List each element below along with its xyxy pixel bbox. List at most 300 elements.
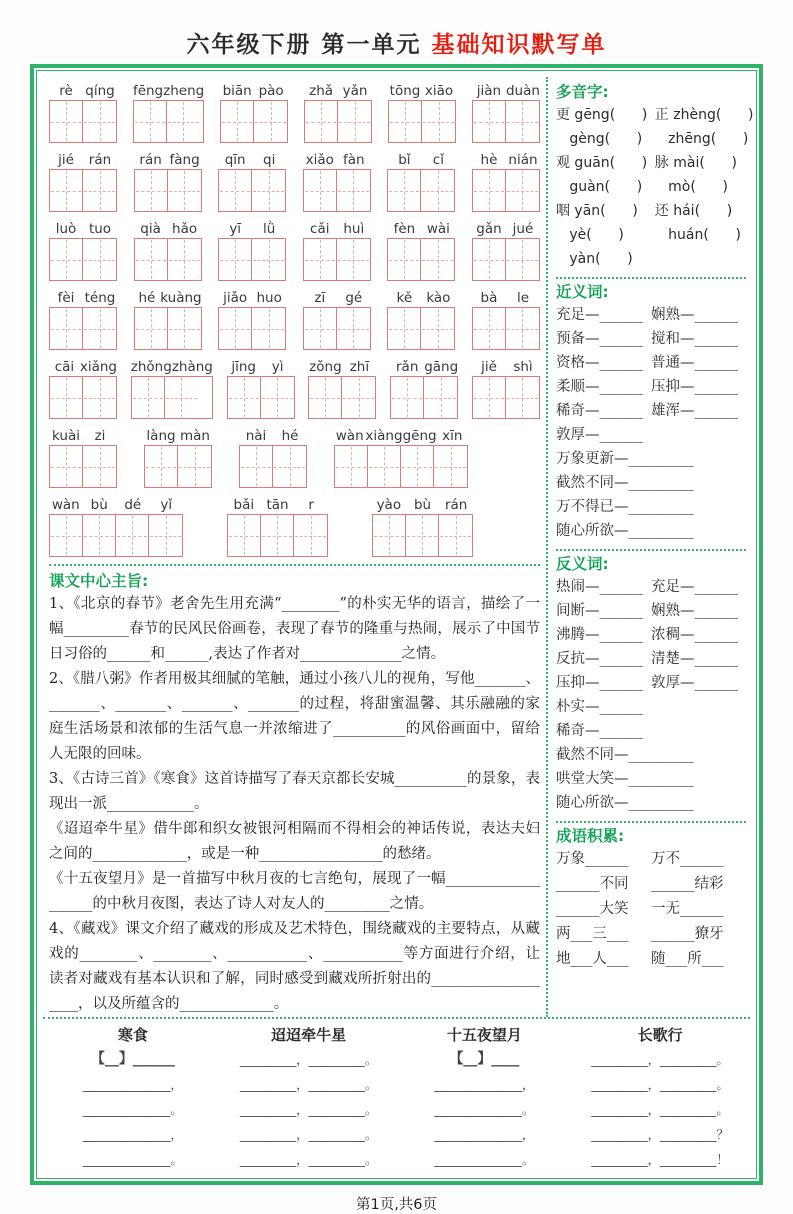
pinyin-syllable: pào bbox=[258, 83, 284, 99]
grid-cell bbox=[228, 515, 261, 556]
pinyin-label bbox=[303, 219, 371, 238]
writing-grid bbox=[134, 238, 202, 281]
pinyin-syllable: nài bbox=[245, 428, 267, 444]
pinyin-label bbox=[472, 81, 540, 100]
grid-cell bbox=[83, 446, 116, 487]
pinyin-label bbox=[472, 288, 540, 307]
duoyinzi-row bbox=[556, 175, 746, 199]
sidebar bbox=[546, 77, 754, 1017]
poem-line: ______________。 bbox=[434, 1102, 535, 1117]
word-pair-row bbox=[556, 847, 746, 872]
pinyin-label bbox=[218, 288, 286, 307]
grid-cell bbox=[337, 308, 370, 349]
grid-cell bbox=[421, 239, 454, 280]
grid-cell bbox=[50, 101, 83, 142]
grid-cell bbox=[422, 101, 455, 142]
duoyinzi-right: 正 zhèng( ) bbox=[654, 107, 754, 123]
pinyin-label bbox=[472, 150, 540, 169]
pinyin-syllable: biān bbox=[222, 83, 252, 99]
writing-grid bbox=[218, 169, 286, 212]
word-item: 预备—______ bbox=[555, 331, 643, 347]
grid-cell bbox=[261, 377, 294, 418]
pinyin-syllable: qi bbox=[263, 152, 276, 168]
grid-cell bbox=[337, 170, 370, 211]
pinyin-syllable: nián bbox=[508, 152, 538, 168]
pinyin-syllable: wài bbox=[426, 221, 450, 237]
grid-cell bbox=[335, 446, 368, 487]
grid-cell bbox=[434, 446, 467, 487]
grid-cell bbox=[252, 170, 285, 211]
pinyin-syllable: fàng bbox=[169, 152, 200, 168]
poem-line: _________，_________。 bbox=[239, 1152, 378, 1167]
pinyin-syllable: yǎn bbox=[342, 83, 368, 99]
theme-paragraph: 1、《北京的春节》老舍先生用充满“________”的朴实无华的语言，描绘了一幅_________春节的民风民俗画卷，表现了春节的隆重与热闹，展示了中国节日习俗的______和______,表达了作者对______________之情。 bbox=[49, 596, 540, 662]
word-pair-row bbox=[556, 599, 746, 623]
poem-line: _________，_________。 bbox=[239, 1127, 378, 1142]
poem-line: ______________。 bbox=[82, 1152, 183, 1167]
grid-cell bbox=[373, 515, 406, 556]
pinyin-syllable: jié bbox=[58, 152, 74, 168]
grid-cell bbox=[221, 101, 254, 142]
writing-grid bbox=[472, 169, 540, 212]
grid-cell bbox=[134, 101, 167, 142]
word-item: 压抑—______ bbox=[555, 675, 643, 691]
pinyin-syllable: bǐ bbox=[398, 152, 411, 168]
pinyin-word bbox=[49, 81, 117, 143]
pinyin-syllable: le bbox=[516, 290, 529, 306]
pinyin-label bbox=[131, 357, 213, 376]
pinyin-syllable: gé bbox=[345, 290, 363, 306]
pinyin-syllable: huo bbox=[256, 290, 282, 306]
grid-cell bbox=[252, 308, 285, 349]
writing-grid bbox=[303, 238, 371, 281]
pinyin-syllable: zhī bbox=[349, 359, 370, 375]
grid-cell bbox=[83, 308, 116, 349]
pinyin-label bbox=[134, 219, 202, 238]
pinyin-word bbox=[303, 219, 371, 281]
word-item: 万不______ bbox=[650, 851, 724, 867]
writing-grid bbox=[388, 100, 456, 143]
word-pair-row bbox=[556, 351, 746, 375]
writing-grid bbox=[304, 100, 372, 143]
writing-grid bbox=[49, 238, 117, 281]
pinyin-syllable: qíng bbox=[85, 83, 115, 99]
word-pair-row bbox=[556, 872, 746, 897]
chengyu-rows bbox=[556, 847, 746, 972]
grid-cell bbox=[342, 377, 375, 418]
pinyin-label bbox=[334, 426, 468, 445]
pinyin-syllable: xiǎo bbox=[305, 152, 334, 168]
pinyin-word bbox=[218, 288, 286, 350]
pinyin-word bbox=[303, 150, 371, 212]
pinyin-label bbox=[220, 81, 288, 100]
pinyin-word bbox=[387, 219, 455, 281]
pinyin-syllable: fēng bbox=[132, 83, 164, 99]
grid-cell bbox=[132, 377, 165, 418]
pinyin-word bbox=[239, 426, 307, 488]
pinyin-syllable: rè bbox=[59, 83, 73, 99]
word-item: 万不得已—_________ bbox=[555, 499, 694, 515]
word-item: ______结彩 bbox=[650, 876, 724, 892]
left-column bbox=[43, 77, 546, 1017]
writing-grid bbox=[49, 514, 183, 557]
pinyin-label bbox=[49, 426, 117, 445]
duoyinzi-left: 更 gēng( ) bbox=[555, 107, 648, 123]
writing-grid bbox=[49, 376, 117, 419]
word-item: 沸腾—______ bbox=[555, 627, 643, 643]
grid-cell bbox=[506, 239, 539, 280]
pinyin-label bbox=[49, 288, 117, 307]
pinyin-word bbox=[134, 150, 202, 212]
pinyin-syllable: bù bbox=[90, 497, 108, 513]
pinyin-label bbox=[133, 81, 204, 100]
grid-cell bbox=[401, 446, 434, 487]
poem-column bbox=[572, 1023, 748, 1172]
poem-line: ______________， bbox=[434, 1077, 535, 1092]
grid-cell bbox=[506, 170, 539, 211]
poem-line: ______________。 bbox=[82, 1102, 183, 1117]
grid-cell bbox=[219, 239, 252, 280]
grid-cell bbox=[309, 377, 342, 418]
poem-title: 寒食 bbox=[117, 1026, 148, 1044]
duoyinzi-right: 脉 mài( ) bbox=[654, 155, 737, 171]
grid-cell bbox=[261, 515, 294, 556]
grid-cell bbox=[506, 101, 539, 142]
pinyin-syllable: màn bbox=[180, 428, 210, 444]
pinyin-word bbox=[49, 219, 117, 281]
duoyinzi-row bbox=[555, 103, 754, 127]
grid-cell bbox=[50, 308, 83, 349]
word-item: ______不同 bbox=[555, 876, 629, 892]
pinyin-syllable: qià bbox=[140, 221, 161, 237]
pinyin-syllable: zhǎ bbox=[309, 83, 334, 99]
word-item: ______獠牙 bbox=[650, 926, 724, 942]
poem-line: _________，_________。 bbox=[239, 1077, 378, 1092]
grid-cell bbox=[50, 377, 83, 418]
grid-cell bbox=[338, 101, 371, 142]
page-title bbox=[0, 0, 793, 64]
pinyin-syllable: yī bbox=[229, 221, 242, 237]
grid-cell bbox=[168, 170, 201, 211]
pinyin-word bbox=[49, 426, 117, 488]
theme-paragraph: 3、《古诗三首》《寒食》这首诗描写了春天京都长安城__________的景象，表现出一派____________。 bbox=[49, 771, 540, 812]
grid-cell bbox=[135, 170, 168, 211]
poem-line: ______________。 bbox=[434, 1152, 535, 1167]
pinyin-syllable: lǜ bbox=[263, 221, 276, 237]
word-item: 普通—______ bbox=[650, 355, 738, 371]
pinyin-syllable: huì bbox=[343, 221, 365, 237]
grid-cell bbox=[368, 446, 401, 487]
grid-cell bbox=[388, 170, 421, 211]
fanyici-title: 反义词: bbox=[555, 555, 609, 573]
pinyin-label bbox=[49, 495, 183, 514]
duoyinzi-row bbox=[556, 223, 746, 247]
word-item: 热闹—______ bbox=[555, 579, 643, 595]
pinyin-label bbox=[472, 357, 540, 376]
writing-grid bbox=[472, 100, 540, 143]
pinyin-syllable: xiàng bbox=[365, 428, 403, 444]
pinyin-syllable: cāi bbox=[54, 359, 75, 375]
pinyin-label bbox=[134, 288, 202, 307]
word-pair-row bbox=[556, 375, 746, 399]
word-item: 娴熟—______ bbox=[650, 307, 738, 323]
duoyinzi-right: mò( ) bbox=[654, 179, 728, 195]
poem-line: _________，_________。 bbox=[591, 1077, 729, 1092]
grid-cell bbox=[83, 170, 116, 211]
worksheet-inner bbox=[36, 70, 757, 1179]
pinyin-word bbox=[387, 288, 455, 350]
theme-paragraphs bbox=[49, 592, 540, 1017]
grid-cell bbox=[304, 308, 337, 349]
word-pair-row bbox=[556, 695, 746, 719]
grid-cell bbox=[389, 101, 422, 142]
pinyin-syllable: fàn bbox=[342, 152, 365, 168]
grid-cell bbox=[145, 446, 178, 487]
writing-grid bbox=[49, 100, 117, 143]
pinyin-syllable: hé bbox=[281, 428, 299, 444]
pinyin-word bbox=[472, 357, 540, 419]
pinyin-syllable: bù bbox=[413, 497, 432, 513]
pinyin-syllable: duàn bbox=[505, 83, 540, 99]
grid-cell bbox=[254, 101, 287, 142]
poem-column bbox=[45, 1023, 221, 1172]
poem-line: _________，_________？ bbox=[591, 1127, 729, 1142]
grid-cell bbox=[391, 377, 424, 418]
poem-line: 【__】____ bbox=[449, 1051, 520, 1067]
writing-grid bbox=[308, 376, 376, 419]
title-black: 六年级下册 第一单元 bbox=[186, 32, 422, 58]
pinyin-syllable: bǎi bbox=[233, 497, 255, 513]
word-item: 资格—______ bbox=[555, 355, 643, 371]
writing-grid bbox=[144, 445, 212, 488]
poems-section bbox=[43, 1017, 750, 1174]
jinyici-title: 近义词: bbox=[555, 283, 609, 301]
word-item: 随___所___ bbox=[650, 951, 724, 967]
word-pair-row bbox=[556, 327, 746, 351]
grid-cell bbox=[473, 170, 506, 211]
grid-cell bbox=[168, 308, 201, 349]
pinyin-label bbox=[218, 150, 286, 169]
theme-section bbox=[49, 564, 540, 1017]
theme-paragraph: 《迢迢牵牛星》借牛郎和织女被银河相隔而不得相会的神话传说，表达夫妇之间的_____________，或是一种_________________的愁绪。 bbox=[49, 821, 540, 862]
pinyin-label bbox=[388, 81, 456, 100]
pinyin-label bbox=[304, 81, 372, 100]
grid-cell bbox=[439, 515, 472, 556]
writing-grid bbox=[49, 169, 117, 212]
pinyin-syllable: jiě bbox=[481, 359, 497, 375]
pinyin-syllable: kào bbox=[426, 290, 451, 306]
writing-grid bbox=[239, 445, 307, 488]
poem-line: _________，_________。 bbox=[591, 1102, 729, 1117]
grid-cell bbox=[168, 239, 201, 280]
grid-cell bbox=[83, 515, 116, 556]
writing-grid bbox=[218, 238, 286, 281]
pinyin-syllable: tuo bbox=[88, 221, 112, 237]
grid-cell bbox=[83, 101, 116, 142]
pinyin-syllable: jīng bbox=[231, 359, 256, 375]
grid-cell bbox=[178, 446, 211, 487]
title-red: 基础知识默写单 bbox=[431, 32, 607, 58]
pinyin-syllable: téng bbox=[84, 290, 116, 306]
pinyin-label bbox=[134, 150, 202, 169]
word-item: 清楚—______ bbox=[650, 651, 738, 667]
pinyin-syllable: kuài bbox=[52, 428, 80, 444]
pinyin-row bbox=[49, 150, 540, 212]
section-fanyici bbox=[556, 551, 746, 823]
word-item: 哄堂大笑—_________ bbox=[555, 771, 694, 787]
grid-cell bbox=[294, 515, 327, 556]
poem-line: 【__】______ bbox=[90, 1051, 175, 1067]
grid-cell bbox=[219, 308, 252, 349]
pinyin-label bbox=[308, 357, 376, 376]
word-item: 充足—______ bbox=[650, 579, 738, 595]
pinyin-word bbox=[303, 288, 371, 350]
fanyici-singles bbox=[556, 743, 746, 815]
word-item: 充足—______ bbox=[555, 307, 643, 323]
pinyin-syllable: fèn bbox=[393, 221, 416, 237]
pinyin-label bbox=[227, 495, 328, 514]
pinyin-label bbox=[472, 219, 540, 238]
word-item: 朴实—______ bbox=[555, 699, 643, 715]
grid-cell bbox=[83, 239, 116, 280]
writing-grid bbox=[49, 307, 117, 350]
pinyin-row bbox=[49, 81, 540, 143]
pinyin-syllable: wàn bbox=[335, 428, 364, 444]
writing-grid bbox=[387, 169, 455, 212]
duoyinzi-right: zhēng( ) bbox=[654, 131, 749, 147]
pinyin-syllable: bà bbox=[480, 290, 498, 306]
pinyin-syllable: kuàng bbox=[160, 290, 202, 306]
pinyin-syllable: xiǎng bbox=[79, 359, 117, 375]
pinyin-word bbox=[218, 150, 286, 212]
jinyici-pairs bbox=[556, 303, 746, 447]
word-item: 雄浑—______ bbox=[650, 403, 738, 419]
word-item: 压抑—______ bbox=[650, 379, 738, 395]
pinyin-word bbox=[387, 150, 455, 212]
grid-cell bbox=[305, 101, 338, 142]
pinyin-word bbox=[472, 219, 540, 281]
pinyin-syllable: jiǎo bbox=[223, 290, 248, 306]
grid-cell bbox=[473, 101, 506, 142]
word-item: 一无______ bbox=[650, 901, 724, 917]
word-item: 间断—______ bbox=[555, 603, 643, 619]
pinyin-syllable: tān bbox=[266, 497, 289, 513]
pinyin-syllable: qīn bbox=[224, 152, 246, 168]
pinyin-word bbox=[131, 357, 213, 419]
pinyin-syllable: xiāo bbox=[424, 83, 454, 99]
worksheet-border bbox=[30, 64, 763, 1185]
poem-line: ______________， bbox=[434, 1127, 535, 1142]
pinyin-syllable: r bbox=[308, 497, 314, 513]
duoyinzi-left: guàn( ) bbox=[555, 179, 643, 195]
grid-cell bbox=[304, 239, 337, 280]
grid-cell bbox=[406, 515, 439, 556]
writing-grid bbox=[134, 169, 202, 212]
pinyin-syllable: jué bbox=[512, 221, 534, 237]
theme-paragraph: 《十五夜望月》是一首描写中秋月夜的七言绝句，展现了一幅___________________的中秋月夜图，表达了诗人对友人的_________之情。 bbox=[49, 871, 540, 912]
word-pair-row bbox=[556, 671, 746, 695]
poem-line: ______________， bbox=[82, 1127, 183, 1142]
pinyin-syllable: rán bbox=[139, 152, 162, 168]
duoyinzi-rows bbox=[555, 103, 754, 271]
pinyin-word bbox=[472, 150, 540, 212]
pinyin-syllable: cǎi bbox=[310, 221, 330, 237]
pinyin-word bbox=[220, 81, 288, 143]
pinyin-row bbox=[49, 357, 540, 419]
word-item: 反抗—______ bbox=[555, 651, 643, 667]
word-pair-row bbox=[556, 947, 746, 972]
pinyin-syllable: yào bbox=[376, 497, 402, 513]
pinyin-label bbox=[303, 150, 371, 169]
grid-cell bbox=[473, 377, 506, 418]
word-item: 地___人___ bbox=[555, 951, 629, 967]
pinyin-syllable: gēng bbox=[402, 428, 437, 444]
pinyin-syllable: zǒng bbox=[309, 359, 342, 375]
word-item: 娴熟—______ bbox=[650, 603, 738, 619]
pinyin-word bbox=[49, 288, 117, 350]
grid-cell bbox=[388, 239, 421, 280]
duoyinzi-left: gèng( ) bbox=[555, 131, 643, 147]
main-area bbox=[43, 77, 754, 1017]
jinyici-singles bbox=[556, 447, 746, 543]
poem-line: _________，_________。 bbox=[239, 1052, 378, 1067]
word-item: 随心所欲—_________ bbox=[555, 795, 694, 811]
grid-cell bbox=[135, 308, 168, 349]
duoyinzi-right bbox=[655, 247, 746, 271]
page-footer: 第1页,共6页 bbox=[355, 1197, 438, 1213]
pinyin-label bbox=[387, 288, 455, 307]
pinyin-word bbox=[388, 81, 456, 143]
word-item: 随心所欲—_________ bbox=[555, 523, 694, 539]
duoyinzi-row bbox=[555, 127, 749, 151]
pinyin-word bbox=[134, 288, 202, 350]
pinyin-syllable: rǎn bbox=[396, 359, 419, 375]
word-item: 截然不同—_________ bbox=[555, 747, 694, 763]
pinyin-word bbox=[49, 357, 117, 419]
grid-cell bbox=[506, 377, 539, 418]
writing-grid bbox=[387, 307, 455, 350]
poem-column bbox=[397, 1023, 573, 1172]
word-item: 稀奇—______ bbox=[555, 403, 643, 419]
pinyin-word bbox=[134, 219, 202, 281]
pinyin-word bbox=[49, 495, 183, 557]
section-duoyinzi bbox=[555, 79, 754, 279]
grid-cell bbox=[228, 377, 261, 418]
writing-grid bbox=[303, 307, 371, 350]
grid-cell bbox=[421, 170, 454, 211]
writing-grid bbox=[227, 376, 295, 419]
word-pair-row bbox=[556, 897, 746, 922]
grid-cell bbox=[240, 446, 273, 487]
grid-cell bbox=[337, 239, 370, 280]
pinyin-word bbox=[218, 219, 286, 281]
writing-grid bbox=[134, 307, 202, 350]
duoyinzi-left: 咽 yān( ) bbox=[555, 203, 638, 219]
writing-grid bbox=[387, 238, 455, 281]
duoyinzi-title: 多音字: bbox=[555, 83, 609, 101]
pinyin-syllable: tōng bbox=[389, 83, 421, 99]
pinyin-label bbox=[49, 150, 117, 169]
poem-title: 长歌行 bbox=[637, 1026, 683, 1044]
duoyinzi-row bbox=[556, 151, 746, 175]
duoyinzi-left: yàn( ) bbox=[555, 251, 633, 267]
pinyin-syllable: zī bbox=[314, 290, 326, 306]
grid-cell bbox=[252, 239, 285, 280]
writing-grid bbox=[472, 376, 540, 419]
pinyin-syllable: luò bbox=[55, 221, 77, 237]
pinyin-label bbox=[218, 219, 286, 238]
pinyin-label bbox=[372, 495, 473, 514]
